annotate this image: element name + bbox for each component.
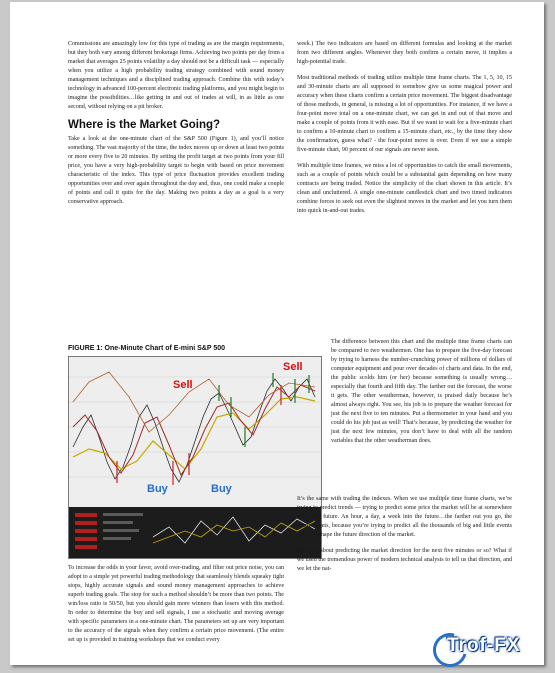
paragraph: Commissions are amazingly low for this type of trading as are the margin requirements, but they both vary among different brokerage firms. Achieving two points per day from a market that averages 25 points volatility a day should not be a difficult task — especially when you utilize a high probability trading strategy combined with sound money management techniques and a disciplined trading approach. Combine this with today’s technology in advanced 100-percent electronic trading platforms, and you might begin to imagine the possibilities…like getting in and out of trades at will, in as little as one second, without relying on a pit broker. bbox=[68, 41, 285, 110]
paragraph: week.) The two indicators are based on different formulas and looking at the market from two different angles. Whenever they both confirm a certain move, it implies a high-potential trade. bbox=[297, 41, 512, 65]
lower-left-column bbox=[68, 564, 284, 652]
sell-label: Sell bbox=[173, 379, 193, 391]
paragraph: To increase the odds in your favor, avoid over-trading, and filter out price noise, you can adopt to a simple yet powerful trading methodology that seamlessly blends squeaky tight stops, highly accurate signals and sound money management approaches to achieve superb trading goals. The stop for such a method shouldn’t be more than two points. The win/loss ratio is 50/50, but you should gain more winners than losers with this method. In order to determine the buy and sell signals, I use a stochastic and moving average with specific parameters in a one-minute chart. The parameters set up are very important to the accuracy of the signals when they confirm a certain price movement. (The entire set up is provided in training workshops that we conduct every bbox=[68, 565, 284, 643]
paragraph: Take a look at the one-minute chart of the S&P 500 (Figure 1), and you’ll notice something. The vast majority of the time, the index moves up or down at least two points or more every five to 20 minutes. By setting the profit target at two points from your fill price, you have a very high-probability target to begin with based on price movement characteristic of the index. This type of price fluctuation provides excellent trading opportunities over and over again throughout the day and, thus, one could make a couple of points and call it quits for the day. Making two points a day as a goal is a very conservative approach. bbox=[68, 136, 284, 205]
paragraph: Most traditional methods of trading utilize multiple time frame charts. The 1, 5, 10, 15 and 30-minute charts are all supposed to somehow give us some magical power and accuracy when these charts confirm a certain price movement. The biggest disadvantage of those methods, in general, is missing a lot of opportunities. For instance, if we have a four-point move total on a one-minute chart, we can get in and out of that move and make a couple of points from it with ease. But if we want to wait for a five-minute chart to confirm a 10-minute chart to confirm a 15-minute chart, etc., by the time they show the confirmation, guess what? - the four-point move is over. Even if we use a simple five-minute chart, 90 percent of our signals are never seen. bbox=[297, 75, 512, 153]
chart-panel-drawing bbox=[69, 507, 321, 558]
buy-label: Buy bbox=[147, 483, 168, 495]
paragraph: But how about predicting the market direction for the next five minutes or so? What if we used the tremendous power of modern technical analysis to tell us that direction, and we let the nat- bbox=[297, 548, 512, 572]
watermark-text: Trof-FX bbox=[447, 635, 521, 656]
chart-quote-panel bbox=[69, 507, 321, 558]
left-column bbox=[68, 40, 284, 214]
document-page bbox=[10, 2, 544, 665]
chart-drawing bbox=[69, 357, 321, 507]
paragraph: With multiple time frames, we miss a lot of opportunities to catch the small movements, such as a couple of points which could be a substantial gain depending on how many contracts are being traded. Notice the simplicity of the chart shown in this article. It’s clean and uncluttered. A single one-minute candlestick chart and two timed indicators combine forces to seek out even the slightest moves in the market and let you turn them into quick in-and-out trades. bbox=[297, 163, 512, 214]
right-column bbox=[297, 40, 512, 223]
sell-label: Sell bbox=[283, 361, 303, 373]
figure-title: FIGURE 1: One-Minute Chart of E-mini S&P 500 bbox=[68, 345, 226, 352]
watermark-logo bbox=[447, 635, 547, 665]
wrapped-column bbox=[331, 338, 512, 453]
right-lower-column bbox=[297, 495, 512, 581]
section-heading: Where is the Market Going? bbox=[68, 119, 221, 131]
paragraph: It’s the same with trading the indexes. When we use multiple time frame charts, we’re trying to predict trends — trying to predict some price the market will be at somewhere off in the future. An hour, a day, a week into the future…the farther out you go, the worse it gets, because you’re trying to predict all the thousands of big and little events that will shape the future direction of the market. bbox=[297, 496, 512, 538]
paragraph: The difference between this chart and the multiple time frame charts can be compared to two weathermen. One has to prepare the five-day forecast by trying to harness the number-crunching power of millions of dollars of computer equipment and pour over decades of charts and data. In the end, the public scolds him (or her) because something is usually wrong…especially that fourth and fifth day. The farther out the forecast, the worse it gets. The other weatherman, however, is praised daily because he’s almost always right. You see, his job is to prepare the weather forecast for just the next five to ten minutes. Put a thermometer in your hand and you could do his job just as well! That’s because, by predicting the weather for just the next few minutes, you don’t have to deal with all the random variables that the other weatherman does. bbox=[331, 339, 512, 444]
buy-label: Buy bbox=[211, 483, 232, 495]
candlestick-chart-image bbox=[68, 356, 322, 559]
